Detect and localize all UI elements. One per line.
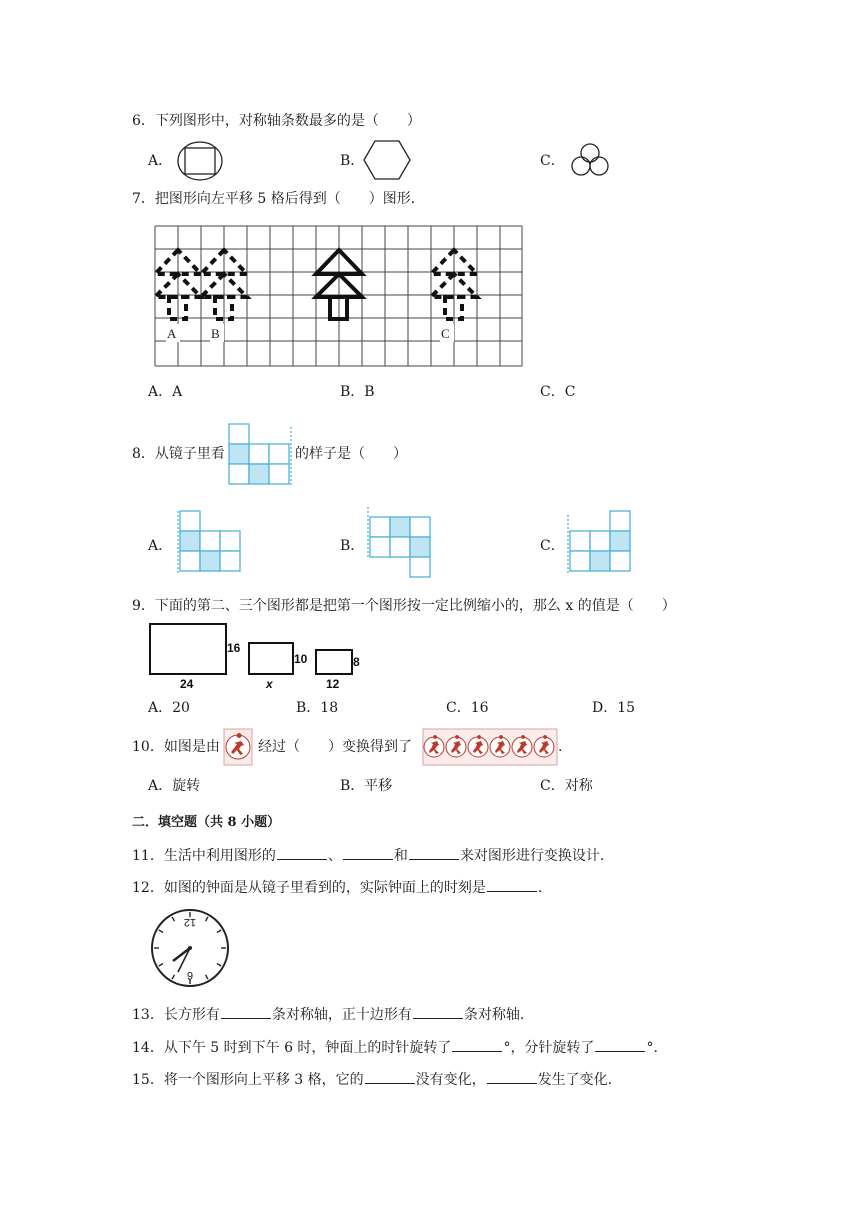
q10-option-c: C．对称 xyxy=(540,778,593,794)
q9-rect3-width: 12 xyxy=(326,677,340,691)
section-2-title: 二．填空题（共 8 小题） xyxy=(132,815,281,830)
q6-option-c: C． xyxy=(540,153,565,169)
q13-blank-2[interactable] xyxy=(413,1004,463,1019)
q6-figure-b xyxy=(362,139,412,181)
q9-rect3-height: 8 xyxy=(353,655,360,669)
q11-line xyxy=(132,845,604,865)
q15-text-a: 15．将一个图形向上平移 3 格，它的 xyxy=(132,1072,364,1088)
q12-mirror-clock xyxy=(148,906,232,990)
q9-option-c: C．16 xyxy=(446,700,489,716)
q7-label-a: A xyxy=(167,326,177,341)
q10-option-b: B．平移 xyxy=(340,778,393,794)
q11-blank-2[interactable] xyxy=(343,845,393,860)
q7-stem: 7．把图形向左平移 5 格后得到（ ）图形． xyxy=(132,191,425,207)
q12-line xyxy=(132,877,542,897)
q14-text-b: °，分针旋转了 xyxy=(503,1040,595,1056)
q9-stem: 9．下面的第二、三个图形都是把第一个图形按一定比例缩小的，那么 x 的值是（ ） xyxy=(132,598,676,614)
q6-stem: 6．下列图形中，对称轴条数最多的是（ ） xyxy=(132,113,421,129)
q6-option-a: A． xyxy=(148,153,173,169)
q12-text-b: . xyxy=(537,880,543,896)
q11-text-b: 、 xyxy=(327,848,342,864)
q9-rect1-height: 16 xyxy=(227,641,241,655)
q11-text-a: 11．生活中利用图形的 xyxy=(132,848,276,864)
q7-option-a: A．A xyxy=(148,384,183,400)
q8-figure-b xyxy=(366,505,432,579)
q15-text-c: 发生了变化. xyxy=(537,1072,613,1088)
q14-blank-1[interactable] xyxy=(452,1037,502,1052)
q15-text-b: 没有变化， xyxy=(415,1072,486,1088)
q15-blank-1[interactable] xyxy=(365,1069,415,1084)
q10-option-a: A．旋转 xyxy=(148,778,201,794)
q12-clock-12: 12 xyxy=(183,916,197,928)
q7-label-c: C xyxy=(441,326,450,341)
q13-text-a: 13．长方形有 xyxy=(132,1007,220,1023)
q9-option-a: A．20 xyxy=(148,700,190,716)
q9-rect2-width: x xyxy=(266,677,273,691)
q9-rect-3 xyxy=(316,650,352,674)
q12-clock-6: 6 xyxy=(186,969,194,981)
q8-option-b: B． xyxy=(340,538,365,554)
q7-grid-figure xyxy=(150,222,526,372)
q9-option-b: B．18 xyxy=(296,700,339,716)
q13-line xyxy=(132,1004,524,1024)
q14-blank-2[interactable] xyxy=(595,1037,645,1052)
q10-runner-strip xyxy=(422,728,558,766)
q13-text-b: 条对称轴，正十边形有 xyxy=(271,1007,412,1023)
q8-figure-a xyxy=(176,509,242,575)
q12-blank[interactable] xyxy=(487,877,537,892)
q10-stem-a: 10．如图是由 xyxy=(132,739,220,755)
q6-option-b: B． xyxy=(340,153,365,169)
q8-option-a: A． xyxy=(148,538,173,554)
q7-option-c: C．C xyxy=(540,384,576,400)
q14-text-c: °. xyxy=(646,1040,658,1056)
q14-line xyxy=(132,1037,658,1057)
q10-stem-c: . xyxy=(558,739,563,755)
q10-stem-b: 经过（ ）变换得到了 xyxy=(258,739,412,755)
q10-runner-icon xyxy=(223,728,253,766)
q15-blank-2[interactable] xyxy=(487,1069,537,1084)
q6-figure-a xyxy=(176,141,224,181)
q8-stem-before: 8．从镜子里看 xyxy=(132,446,225,462)
q8-figure-c xyxy=(566,509,632,575)
q7-label-b: B xyxy=(211,326,220,341)
q12-text-a: 12．如图的钟面是从镜子里看到的，实际钟面上的时刻是 xyxy=(132,880,486,896)
q9-figure xyxy=(146,620,376,692)
q9-rect1-width: 24 xyxy=(180,677,194,691)
q11-blank-1[interactable] xyxy=(277,845,327,860)
q9-rect2-height: 10 xyxy=(294,652,308,666)
q8-stem-after: 的样子是（ ） xyxy=(295,446,407,462)
q13-blank-1[interactable] xyxy=(221,1004,271,1019)
q11-blank-3[interactable] xyxy=(409,845,459,860)
q7-option-b: B．B xyxy=(340,384,375,400)
q6-figure-c xyxy=(568,142,612,178)
q14-text-a: 14．从下午 5 时到下午 6 时，钟面上的时针旋转了 xyxy=(132,1040,452,1056)
q9-option-d: D．15 xyxy=(592,700,636,716)
q15-line xyxy=(132,1069,612,1089)
q13-text-c: 条对称轴. xyxy=(463,1007,525,1023)
q11-text-d: 来对图形进行变换设计. xyxy=(459,848,605,864)
q9-rect-2 xyxy=(249,643,293,674)
q8-option-c: C． xyxy=(540,538,565,554)
q11-text-c: 和 xyxy=(393,848,408,864)
q8-original-figure xyxy=(228,423,292,487)
q9-rect-1 xyxy=(150,624,226,674)
